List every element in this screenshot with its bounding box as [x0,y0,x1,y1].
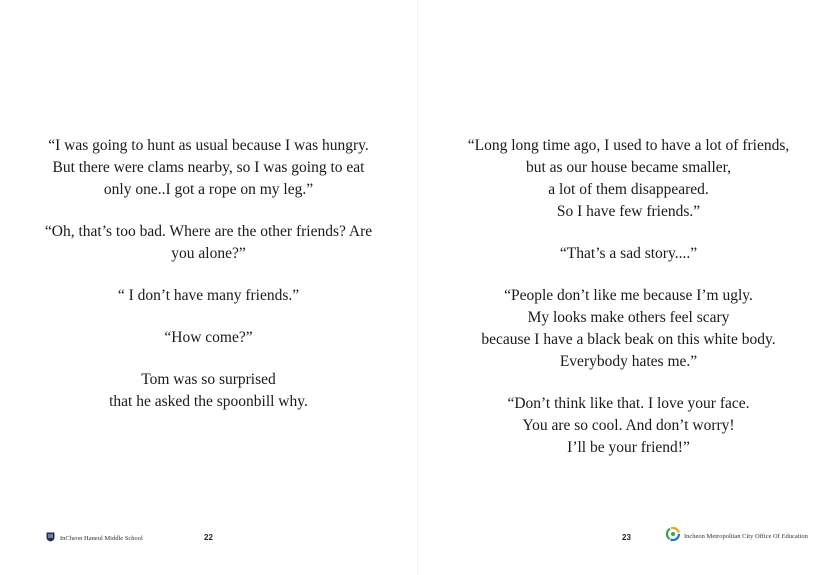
right-paragraph-3: “People don’t like me because I’m ugly. My looks make others feel scary because I have a black beak on this white body. Everybody hates me.” [481,287,776,370]
right-footer [666,527,808,546]
right-paragraph-2: “That’s a sad story....” [559,245,698,262]
page-number-right: 23 [622,533,631,542]
left-page-body [0,135,417,433]
right-page-body [420,135,835,479]
left-paragraph-5: Tom was so surprised that he asked the spoonbill why. [109,371,308,410]
left-footer [46,529,143,547]
left-paragraph-4: “How come?” [164,329,253,346]
right-page [418,0,835,575]
office-of-education-swirl-icon [666,527,680,546]
school-name: InCheon Haneul Middle School [60,534,143,542]
right-paragraph-1: “Long long time ago, I used to have a lot of friends, but as our house became smaller, a lot of them disappeared. So I have few friends.” [467,137,790,220]
left-paragraph-1: “I was going to hunt as usual because I was hungry. But there were clams nearby, so I was going to eat only one..I got a rope on my leg.” [48,137,369,198]
right-paragraph-4: “Don’t think like that. I love your face. You are so cool. And don’t worry! I’ll be your friend!” [507,395,750,456]
left-paragraph-3: “ I don’t have many friends.” [117,287,300,304]
left-page [0,0,417,575]
page-number-left: 22 [204,533,213,542]
school-crest-icon [46,529,55,547]
left-paragraph-2: “Oh, that’s too bad. Where are the other friends? Are you alone?” [44,223,373,262]
office-name: Incheon Metropolitan City Office Of Education [684,533,808,540]
